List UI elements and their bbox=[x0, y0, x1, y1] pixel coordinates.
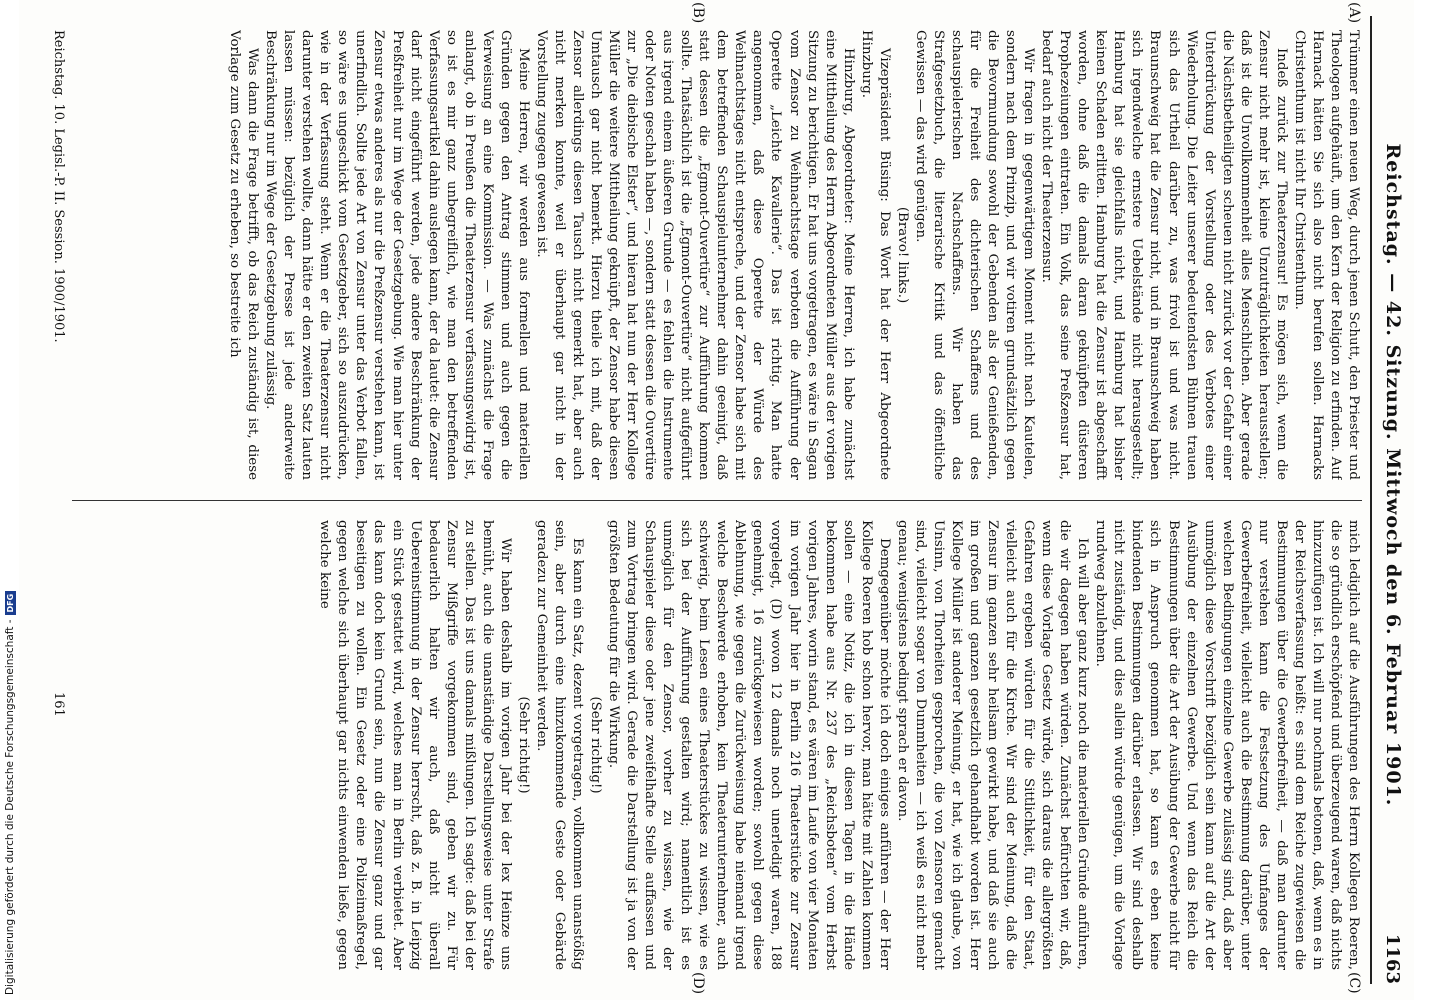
margin-marker-c: (C) bbox=[1346, 972, 1362, 994]
header-rule bbox=[1370, 16, 1372, 984]
paragraph: Indeß zurück zur Theaterzensur! Es mögen sich, wenn die Zensur nicht mehr ist, kleine Unzuträglichkeiten herausstellen; daß ist die Unvollkommenheit alles Menschlichen. Aber gerade die Nächstbetheiligten scheuen nicht zurück vor der Gefahr einer Unterdrückung der Vorstellung oder des Verbotes einer Wiederholung. Die Leiter unserer bedeutendsten Bühnen trauen sich das Urtheil darüber zu, was frivol ist und was nicht. Braunschweig hat die Zensur nicht, und in Braunschweig haben sich irgendwelche ernstere Uebelstände nicht herausgestellt; Hamburg hat sie gleichfalls nicht, und Hamburg hat bisher keinen Schaden erlitten. Hamburg hat die Zensur ist abgeschafft worden, ohne daß die damals daran geknüpften düsteren Prophezeiungen eintraten. Ein Volk, das seine Preßzensur hat, bedarf auch nicht der Theaterzensur. bbox=[1039, 30, 1289, 480]
footer-page-number: 161 bbox=[51, 692, 66, 717]
paragraph: Wir fragen in gegenwärtigem Moment nicht nach Kautelen, sondern nach dem Prinzip, und wir votiren grundsätzlich gegen die Bevormundung sowohl der Gebenden als der Genießenden, für die Freiheit des dichterischen Schaffens und des schauspielerischen Nachschaffens. Wir haben das Strafgesetzbuch, die literarische Kritik und das öffentliche Gewissen — das wird genügen. bbox=[912, 30, 1037, 480]
digitization-credit bbox=[4, 591, 16, 995]
page-footer bbox=[46, 30, 66, 970]
interjection: (Sehr richtig!) bbox=[515, 696, 531, 794]
paragraph: Hinzburg, Abgeordneter: Meine Herren, ich habe zunächst eine Mittheilung des Herrn Abgeordneten Müller aus der vorigen Sitzung zu berichtigen. Er hat uns vorgetragen, es wäre in Sagan vom Zensor zu Weihnachtstage verboten die Aufführung der Operette „Leichte Kavallerie“. Das ist richtig. Man hatte angenommen, daß diese Operette der Würde des Weihnachtstages nicht entspreche, und der Zensor habe sich mit dem betreffenden Schauspielunternehmer dahin geeinigt, daß statt dessen die „Egmont-Ouvertüre“ zur Aufführung kommen sollte. Thatsächlich ist die „Egmont-Ouvertüre“ nicht aufgeführt aus irgend einem äußeren Grunde — es fehlen die Instrumente oder Noten geschah haben —, sondern statt dessen die Ouvertüre zur „Die diebische Elster“, und hieran hat nun der Herr Kollege Müller die weitere Mittheilung geknüpft, der Zensor habe diesen Umtausch gar nicht bemerkt. Hierzu theile ich mit, daß der Zensor allerdings diesen Tausch nicht gemerkt hat, aber auch nicht merken konnte, weil er überhaupt gar nicht in der Vorstellung zugegen gewesen ist. bbox=[533, 30, 856, 480]
running-header: Reichstag. — 42. Sitzung. Mittwoch den 6. Februar 1901. bbox=[1382, 143, 1404, 807]
paragraph: Ich will aber ganz kurz noch die materiellen Gründe anführen, die wir dagegen haben würden. Zunächst befürchten wir, daß, wenn diese Vorlage Gesetz würde, sich daraus die allergrößten Gefahren ergeben würden für die Sittlichkeit, für den Staat, vielleicht auch für die Kirche. Wir sind der Meinung, daß die Zensur im ganzen sehr heilsam gewirkt habe, und daß sie auch im großen und ganzen gesetzlich gehandhabt worden ist. Herr Kollege Müller ist anderer Meinung, er hat, wie ich glaube, von Unsinn, von Thorheiten gesprochen, die von Zensoren gemacht sind, vielleicht sogar von Dummheiten — ich weiß es nicht mehr genau; wenigstens bedingt sprach er davon. bbox=[894, 520, 1091, 970]
paragraph: Wir haben deshalb im vorigen Jahr bei der lex Heinze uns bemüht, auch die unanständige Darstellungsweise unter Strafe zu stellen. Das ist uns damals mißlungen. Ich sagte: daß bei der Zensur Mißgriffe vorgekommen sind, geben wir zu. Für bedauerlich halten wir auch, daß nicht überall Uebereinstimmung in der Zensur herrscht, daß z. B. in Leipzig ein Stück gestattet wird, welches man in Berlin verbietet. Aber das kann doch kein Grund sein, nun die Zensur ganz und gar beseitigen zu wollen. Ein Gesetz oder eine Polizeimaßregel, gegen welche sich überhaupt gar nichts einwenden ließe, gegen welche keine bbox=[317, 520, 513, 970]
document-page bbox=[19, 0, 1414, 1000]
paragraph: Vizepräsident Büsing: Das Wort hat der Herr Abgeordnete Hinzburg. bbox=[858, 30, 892, 480]
column-divider bbox=[72, 500, 1362, 501]
margin-marker-d: (D) bbox=[690, 972, 706, 995]
dfg-logo: DFG bbox=[5, 591, 16, 616]
paragraph: mich lediglich auf die Ausführungen des Herrn Kollegen Roeren, die so gründlich erschöpfend und überzeugend waren, daß nichts hinzuzufügen ist. Ich will nur nochmals betonen, daß, wenn es in der Reichsverfassung heißt: es sind dem Reiche zugewiesen die Bestimmungen über die Gewerbefreiheit, — daß man darunter nur verstehen kann die Festsetzung des Umfanges der Gewerbefreiheit, vielleicht auch die Bestimmung darüber, unter welchen Bedingungen einzelne Gewerbe zulässig sind, daß aber unmöglich diese Vorschrift bezüglich sein kann auf die Art der Ausübung der einzelnen Gewerbe. Und wenn das Reich die Bestimmungen über die Art der Ausübung der Gewerbe nicht für sich in Anspruch genommen hat, so kann es eben keine bindenden Bestimmungen darüber erlassen. Wir sind deshalb nicht zuständig, und dies allein würde genügen, um die Vorlage rundweg abzulehnen. bbox=[1093, 520, 1361, 970]
credit-text: Digitalisierung gefördert durch die Deutsche Forschungsgemeinschaft - bbox=[4, 619, 16, 995]
paragraph: Trümmer einen neuen Weg, durch jenen Schutt, den Priester und Theologen aufgehäuft, um den Kern der Religion zu erfinden. Auf Harnack hätten Sie sich also nicht berufen sollen. Harnacks Christenthum ist nicht Ihr Christenthum. bbox=[1291, 30, 1361, 480]
paragraph: Demgegenüber möchte ich doch einiges anführen — der Herr Kollege Roeren hob schon hervor, man hätte mit Zahlen kommen sollen — eine Notiz, die ich in diesen Tagen in die Hände bekommen habe aus Nr. 237 des „Reichsboten“ vom Herbst vorigen Jahres, worin stand, es wären im Laufe von vier Monaten im vorigen Jahr hier in Berlin 216 Theaterstücke zur Zensur vorgelegt, (D) wovon 12 damals noch unerledigt waren, 188 genehmigt, 16 zurückgewiesen worden; sowohl gegen diese Ablehnung, wie gegen die Zurückweisung habe niemand irgend welche Beschwerde erhoben, kein Theaterunternehmer, auch schwierig, beim Lesen eines Theaterstückes zu wissen, wie es sich bei der Aufführung gestalten wird; namentlich ist es unmöglich für den Zensor, vorher zu wissen, wie der Schauspieler diese oder jene zweifelhafte Stelle auffassen und zum Vortrag bringen wird. Gerade die Darstellung ist ja von der größten Bedeutung für die Wirkung. bbox=[606, 520, 892, 970]
right-column bbox=[72, 520, 1362, 970]
page-number: 1163 bbox=[1382, 933, 1404, 984]
paragraph: Was dann die Frage betrifft, ob das Reich zuständig ist, diese Vorlage zum Gesetz zu erheben, so bestreite ich bbox=[227, 30, 261, 480]
left-column bbox=[72, 30, 1362, 480]
interjection: (Sehr richtig!) bbox=[588, 696, 604, 794]
margin-marker-a: (A) bbox=[1346, 2, 1362, 24]
footer-session-info: Reichstag. 10. Legisl.-P. II. Session. 1900/1901. bbox=[51, 30, 66, 343]
interjection: (Bravo! links.) bbox=[894, 206, 910, 304]
page-header bbox=[1376, 16, 1410, 984]
margin-marker-b: (B) bbox=[690, 2, 706, 24]
paragraph: Es kann ein Satz, dezent vorgetragen, vollkommen unanstößig sein, aber durch eine hinzukommende Geste oder Gebärde geradezu zur Gemeinheit werden. bbox=[533, 520, 585, 970]
paragraph: Meine Herren, wir werden aus formellen und materiellen Gründen gegen den Antrag stimmen und auch gegen die Verweisung an eine Kommission. — Was zunächst die Frage anlangt, ob in Preußen die Theaterzensur verfassungswidrig ist, so ist es mir ganz unbegreiflich, wie man den betreffenden Verfassungsartikel dahin auslegen kann, der da lautet: die Zensur darf nicht eingeführt werden, jede andere Beschränkung der Preßfreiheit nur im Wege der Gesetzgebung. Wie man hier unter Zensur etwas anderes als nur die Preßzensur verstehen kann, ist unerfindlich. Sollte jede Art von Zensur unter das Verbot fallen, so wäre es ungeschickt vom Gesetzgeber, sich so auszudrücken, wie in der Verfassung steht. Wenn er die Theaterzensur nicht darunter verstehen wollte, dann hätte er den zweiten Satz lauten lassen müssen: bezüglich der Presse ist jede anderweite Beschränkung nur im Wege der Gesetzgebung zulässig. bbox=[263, 30, 531, 480]
